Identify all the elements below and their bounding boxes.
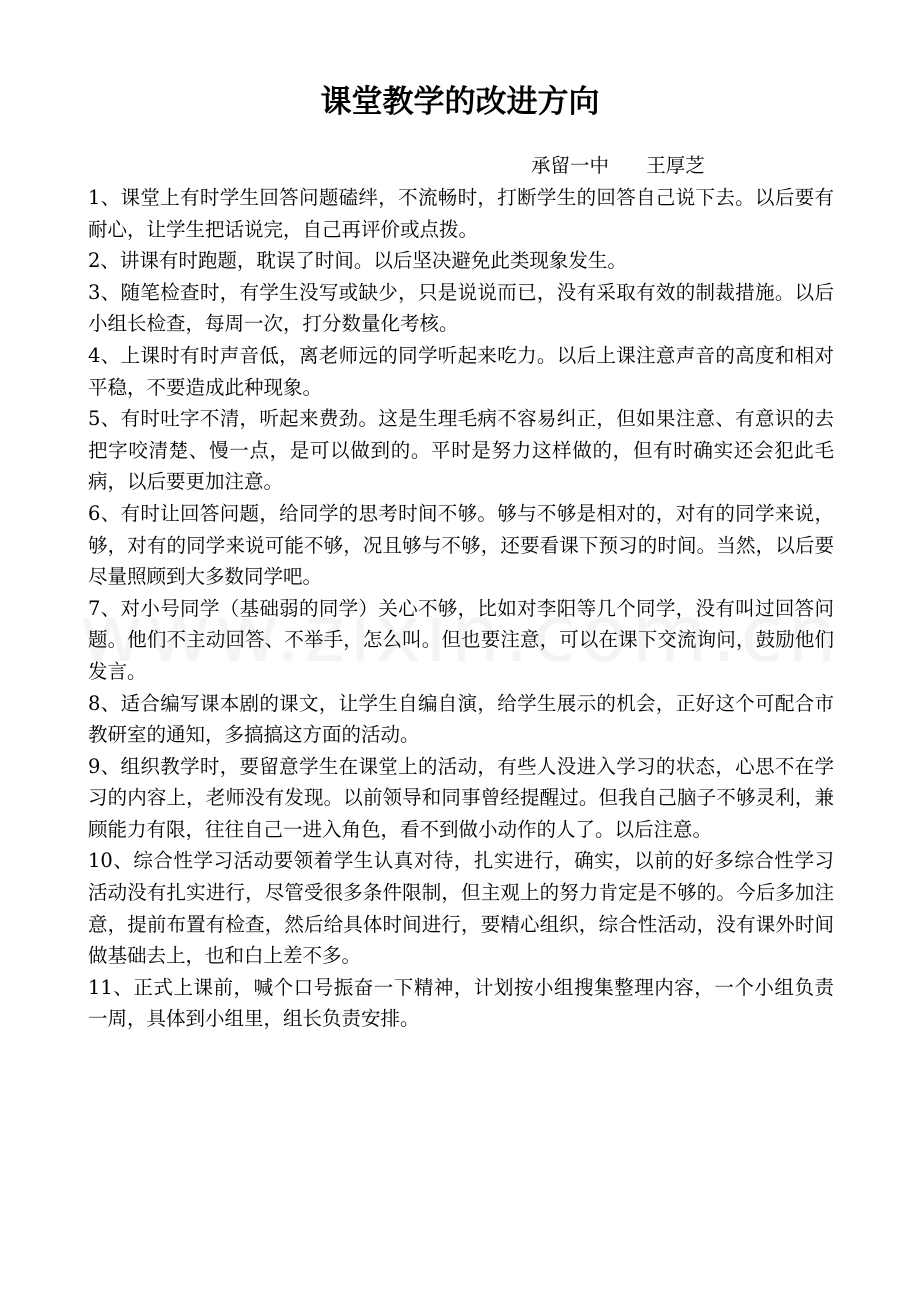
paragraph-8: 8、适合编写课本剧的课文，让学生自编自演，给学生展示的机会，正好这个可配合市教研室的通知，多搞搞这方面的活动。: [88, 691, 834, 747]
paragraph-10: 10、综合性学习活动要领着学生认真对待，扎实进行，确实，以前的好多综合性学习活动没有扎实进行，尽管受很多条件限制，但主观上的努力肯定是不够的。今后多加注意，提前布置有检查，然后给具体时间进行，要精心组织，综合性活动，没有课外时间做基础去上，也和白上差不多。: [88, 849, 834, 968]
paragraph-9: 9、组织教学时，要留意学生在课堂上的活动，有些人没进入学习的状态，心思不在学习的内容上，老师没有发现。以前领导和同事曾经提醒过。但我自己脑子不够灵利，兼顾能力有限，往往自己一进入角色，看不到做小动作的人了。以后注意。: [88, 754, 834, 841]
document-body: [88, 182, 834, 1035]
author-byline: 承留一中 王厚芝: [531, 154, 705, 177]
paragraph-11: 11、正式上课前，喊个口号振奋一下精神，计划按小组搜集整理内容，一个小组负责一周，具体到小组里，组长负责安排。: [88, 975, 834, 1031]
paragraph-7: 7、对小号同学（基础弱的同学）关心不够，比如对李阳等几个同学，没有叫过回答问题。他们不主动回答、不举手，怎么叫。但也要注意，可以在课下交流询问，鼓励他们发言。: [88, 596, 834, 683]
document-title: 课堂教学的改进方向: [320, 84, 600, 120]
paragraph-4: 4、上课时有时声音低，离老师远的同学听起来吃力。以后上课注意声音的高度和相对平稳，不要造成此种现象。: [88, 343, 834, 399]
paragraph-1: 1、课堂上有时学生回答问题磕绊，不流畅时，打断学生的回答自己说下去。以后要有耐心，让学生把话说完，自己再评价或点拨。: [88, 186, 834, 241]
paragraph-6: 6、有时让回答问题，给同学的思考时间不够。够与不够是相对的，对有的同学来说，够，对有的同学来说可能不够，况且够与不够，还要看课下预习的时间。当然，以后要尽量照顾到大多数同学吧。: [88, 501, 834, 589]
paragraph-3: 3、随笔检查时，有学生没写或缺少，只是说说而已，没有采取有效的制裁措施。以后小组长检查，每周一次，打分数量化考核。: [88, 280, 834, 336]
paragraph-5: 5、有时吐字不清，听起来费劲。这是生理毛病不容易纠正，但如果注意、有意识的去把字咬清楚、慢一点，是可以做到的。平时是努力这样做的，但有时确实还会犯此毛病，以后要更加注意。: [88, 407, 834, 494]
paragraph-2: 2、讲课有时跑题，耽误了时间。以后坚决避免此类现象发生。: [88, 249, 627, 273]
